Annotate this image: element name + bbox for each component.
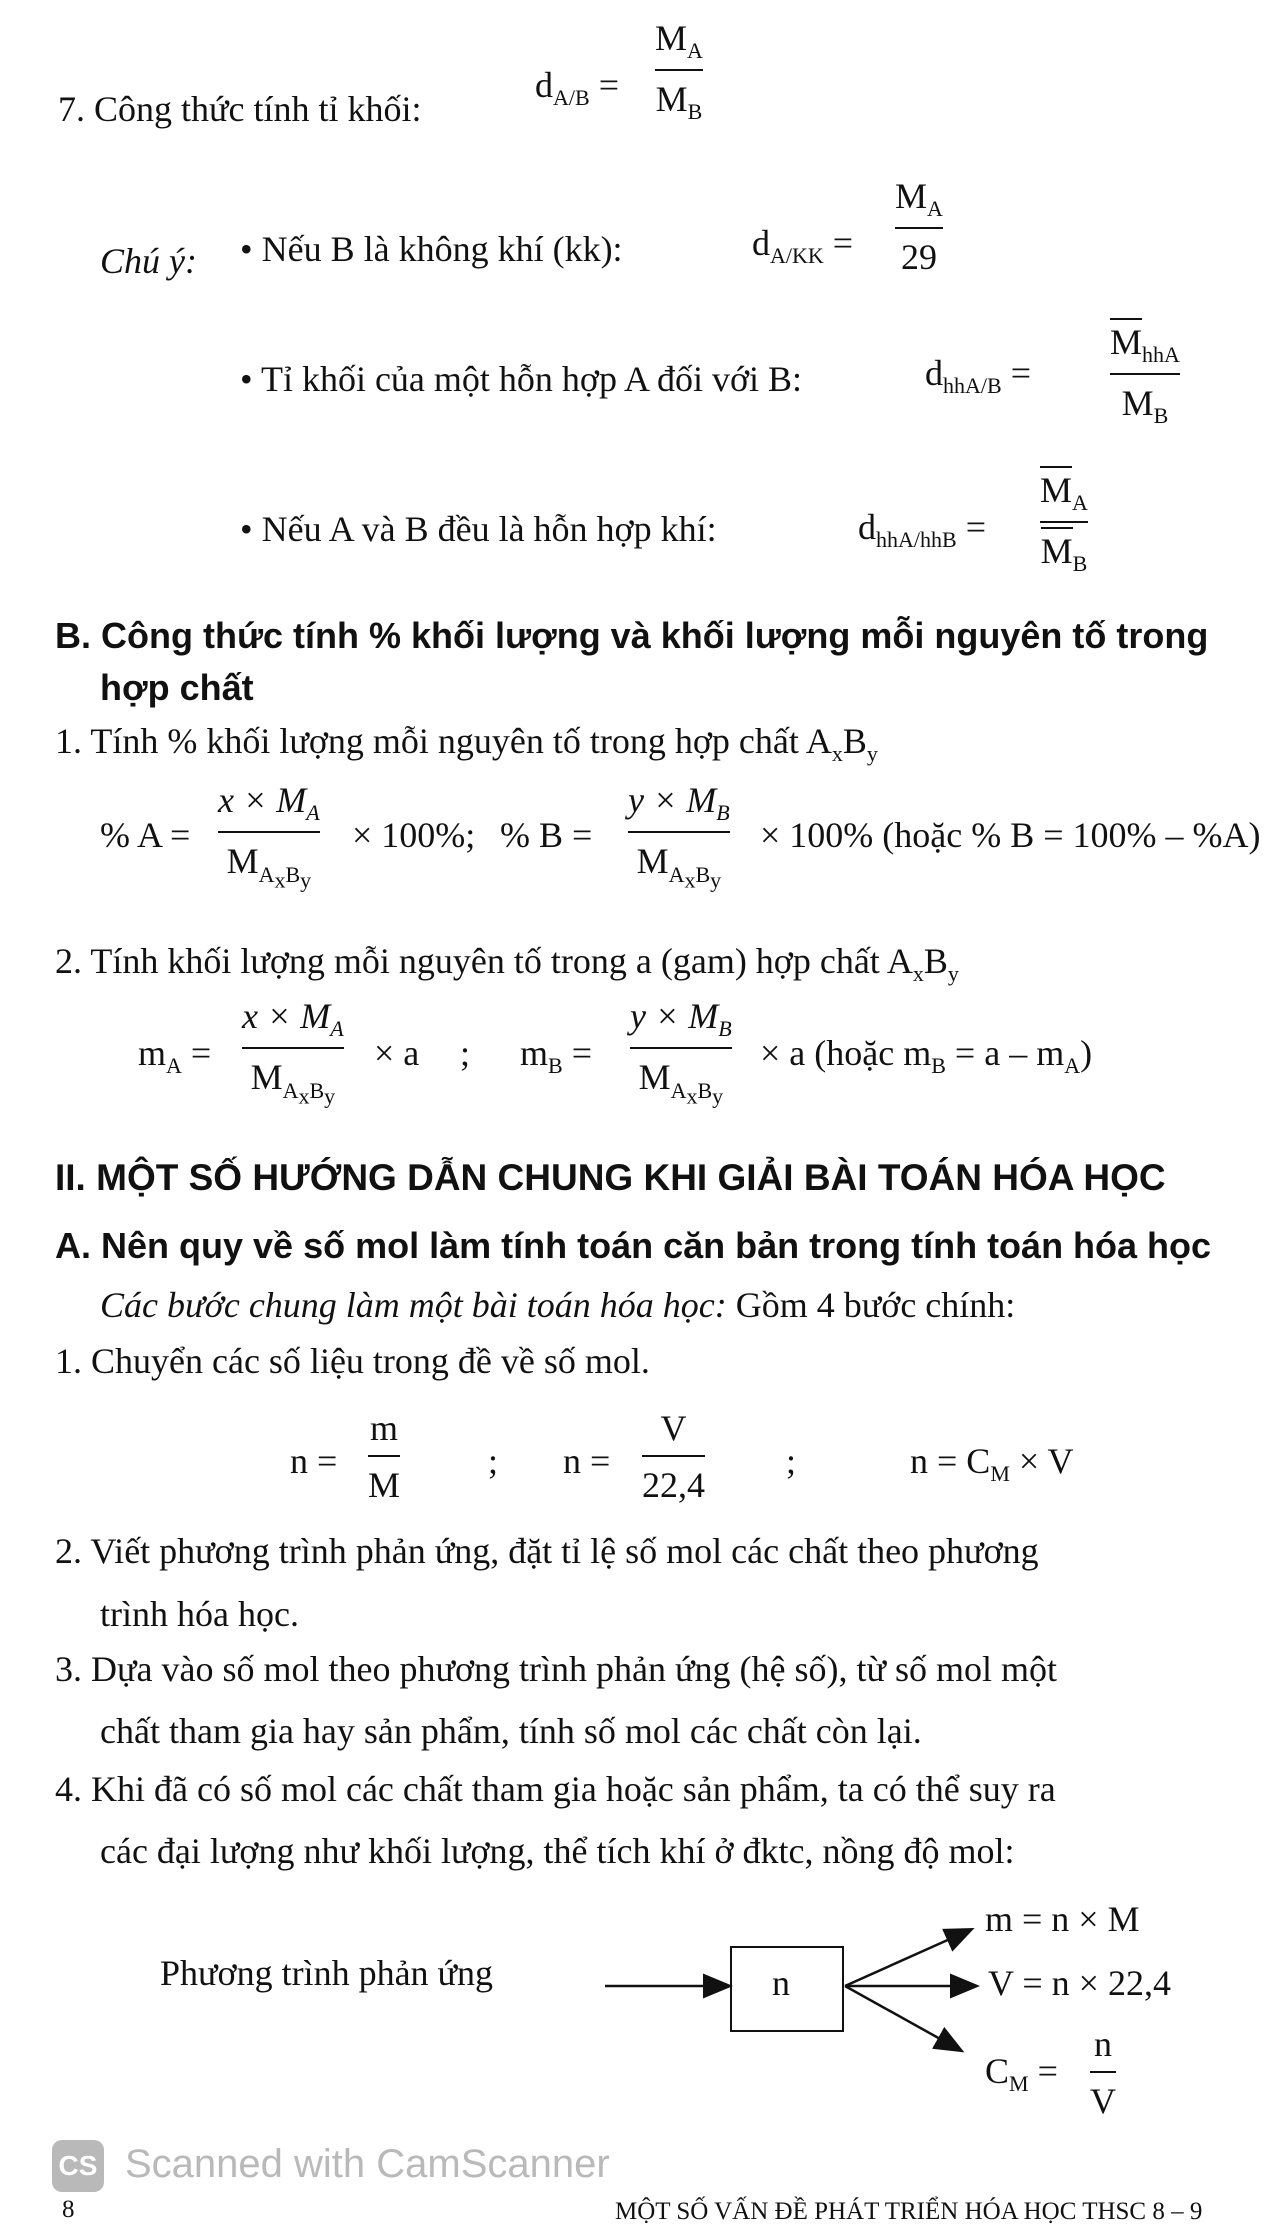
fraction-n-over-v: n V	[1090, 2024, 1116, 2122]
running-title: MỘT SỐ VẤN ĐỀ PHÁT TRIỂN HÓA HỌC THSC 8 – 9	[615, 2198, 1203, 2225]
output-volume: V = n × 22,4	[988, 1963, 1171, 2003]
formula-separator-1: ;	[488, 1441, 499, 1481]
formula-n-m-lhs: n =	[290, 1441, 338, 1481]
fraction-mass-a: $x \times M_A$ $M_{A_xB_y}$	[242, 996, 344, 1109]
section-ii-a-heading: A. Nên quy về số mol làm tính toán căn bản trong tính toán hóa học	[55, 1225, 1212, 1266]
camscanner-watermark: Scanned with CamScanner	[125, 2142, 610, 2186]
formula-n-cm-v: $n = C_M \times V$	[910, 1441, 1074, 1487]
section-b-item-1: 1. Tính % khối lượng mỗi nguyên tố trong hợp chất $A_xB_y$	[55, 721, 878, 767]
output-concentration-lhs: $C_M$ =	[985, 2051, 1058, 2097]
formula-d-akk-lhs: $d_{A/KK}$ =	[752, 223, 854, 269]
step-1: 1. Chuyển các số liệu trong đề về số mol.	[55, 1341, 650, 1381]
page-number: 8	[62, 2196, 75, 2223]
fraction-v-over-22-4: V 22,4	[642, 1408, 705, 1506]
fraction-mass-b: $y \times M_B$ $M_{A_xB_y}$	[630, 996, 732, 1109]
item-7-label: 7. Công thức tính tỉ khối:	[58, 89, 422, 129]
section-ii-heading: II. MỘT SỐ HƯỚNG DẪN CHUNG KHI GIẢI BÀI TOÁN HÓA HỌC	[55, 1157, 1166, 1198]
step-2-line-1: 2. Viết phương trình phản ứng, đặt tỉ lệ số mol các chất theo phương	[55, 1531, 1039, 1571]
formula-n-v-lhs: n =	[563, 1441, 611, 1481]
n-box-label: n	[772, 1963, 790, 2003]
mass-separator: ;	[460, 1033, 471, 1073]
arrow-to-concentration	[845, 1986, 960, 2050]
fraction-ma-mb: $M_A$ $M_B$	[655, 18, 703, 125]
formula-d-hha-b-lhs: $d_{hhA/B}$ =	[925, 353, 1031, 399]
section-b-heading-line1: B. Công thức tính % khối lượng và khối lượng mỗi nguyên tố trong	[55, 615, 1209, 656]
step-4-line-1: 4. Khi đã có số mol các chất tham gia hoặc sản phẩm, ta có thể suy ra	[55, 1769, 1056, 1809]
step-4-line-2: các đại lượng như khối lượng, thể tích khí ở đktc, nồng độ mol:	[100, 1831, 1015, 1871]
formula-d-hha-hhb-lhs: $d_{hhA/hhB}$ =	[858, 507, 986, 553]
step-3-line-1: 3. Dựa vào số mol theo phương trình phản ứng (hệ số), từ số mol một	[55, 1649, 1057, 1689]
fraction-ma-29: $M_A$ 29	[895, 176, 943, 278]
step-2-line-2: trình hóa học.	[100, 1594, 299, 1634]
mass-a-lhs: $m_A$ =	[138, 1033, 212, 1079]
section-b-item-2: 2. Tính khối lượng mỗi nguyên tố trong a (gam) hợp chất $A_xB_y$	[55, 941, 959, 987]
fraction-percent-a: $x \times M_A$ $M_{A_xB_y}$	[218, 780, 320, 893]
percent-b-tail: × 100% (hoặc % B = 100% – %A)	[760, 815, 1261, 855]
percent-a-tail: × 100%;	[352, 815, 476, 855]
mass-a-tail: × a	[374, 1033, 420, 1073]
percent-a-lhs: % A =	[100, 815, 191, 855]
formula-separator-2: ;	[786, 1441, 797, 1481]
percent-b-lhs: % B =	[500, 815, 593, 855]
output-mass: m = n × M	[985, 1899, 1140, 1939]
note-bullet-1: • Nếu B là không khí (kk):	[240, 229, 623, 269]
camscanner-logo: CS	[52, 2140, 104, 2192]
mass-b-lhs: $m_B$ =	[520, 1033, 593, 1079]
note-bullet-3: • Nếu A và B đều là hỗn hợp khí:	[240, 509, 717, 549]
diagram-left-label: Phương trình phản ứng	[160, 1953, 494, 1993]
formula-d-ab-lhs: $d_{A/B}$ =	[535, 65, 619, 111]
section-b-heading-line2: hợp chất	[100, 667, 254, 708]
fraction-mhha-mb: $M_{hhA}$ $M_B$	[1110, 322, 1180, 429]
fraction-m-over-M: m M	[368, 1408, 401, 1506]
mass-b-tail: × a (hoặc $m_B = a - m_A$)	[760, 1033, 1093, 1079]
fraction-percent-b: $y \times M_B$ $M_{A_xB_y}$	[628, 780, 730, 893]
note-label: Chú ý:	[100, 241, 197, 281]
step-3-line-2: chất tham gia hay sản phẩm, tính số mol các chất còn lại.	[100, 1711, 922, 1751]
arrow-to-mass	[845, 1930, 970, 1986]
note-bullet-2: • Tỉ khối của một hỗn hợp A đối với B:	[240, 359, 803, 399]
fraction-ma-bar-mb-bar: $M_A$ $M_B$	[1040, 470, 1088, 577]
section-ii-intro: Các bước chung làm một bài toán hóa học: Gồm 4 bước chính:	[100, 1285, 1016, 1325]
